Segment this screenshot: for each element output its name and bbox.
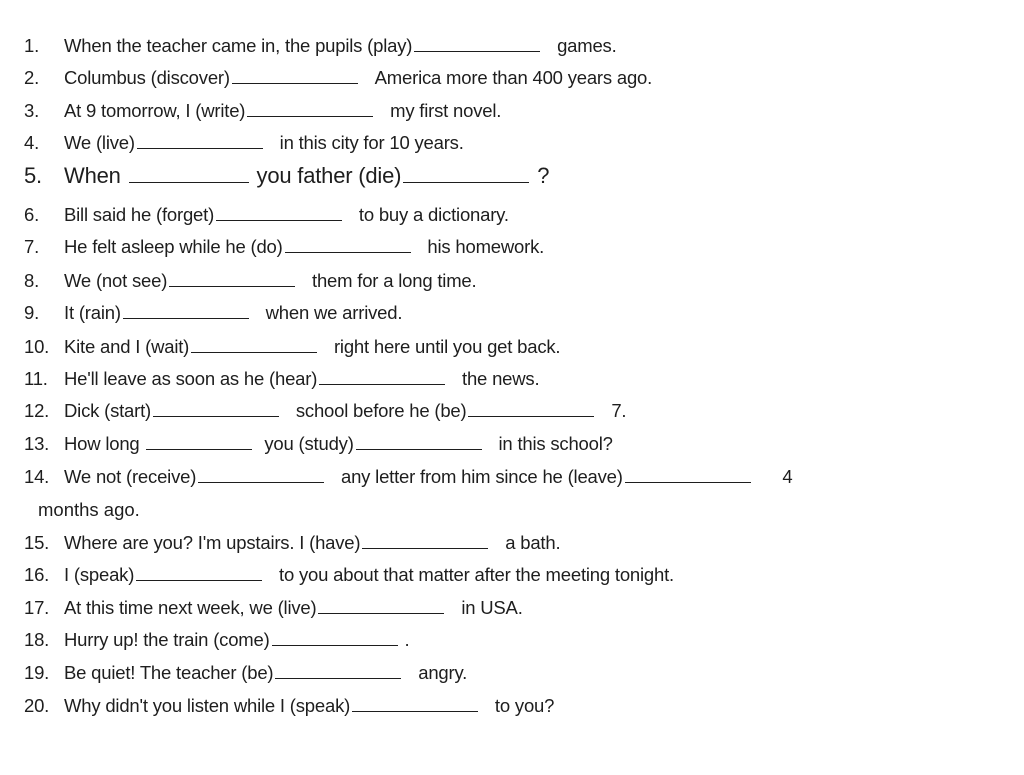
item-number: 1.	[24, 35, 40, 56]
prompt-text: America more than 400 years ago.	[374, 67, 653, 88]
prompt-text: games.	[557, 35, 617, 56]
item-continuation: months ago.	[38, 499, 140, 520]
prompt-text: to buy a dictionary.	[358, 204, 509, 225]
item-number: 13.	[24, 433, 50, 454]
answer-blank[interactable]	[136, 566, 262, 581]
answer-blank[interactable]	[191, 338, 317, 353]
item-number: 4.	[24, 132, 40, 153]
exercise-item	[24, 301, 1014, 325]
exercise-item	[24, 563, 1014, 587]
item-number: 16.	[24, 564, 50, 585]
prompt-text: He felt asleep while he (do)	[64, 236, 283, 257]
prompt-text: right here until you get back.	[333, 336, 561, 357]
item-number: 19.	[24, 662, 50, 683]
exercise-item	[24, 66, 1014, 90]
prompt-text: How long	[64, 433, 145, 454]
prompt-text: in USA.	[461, 597, 523, 618]
exercise-item	[24, 531, 1014, 555]
prompt-text: school before he (be)	[295, 400, 467, 421]
prompt-text: Why didn't you listen while I (speak)	[64, 695, 351, 716]
answer-blank[interactable]	[169, 272, 295, 287]
prompt-text: Be quiet! The teacher (be)	[64, 662, 274, 683]
prompt-text: you (study)	[264, 433, 354, 454]
exercise-item	[24, 203, 1014, 227]
prompt-text: when we arrived.	[265, 302, 403, 323]
prompt-text: Columbus (discover)	[64, 67, 230, 88]
answer-blank[interactable]	[198, 468, 324, 483]
prompt-text: a bath.	[505, 532, 561, 553]
prompt-text: Kite and I (wait)	[64, 336, 190, 357]
prompt-text: to you?	[494, 695, 555, 716]
prompt-text: When	[64, 163, 127, 188]
answer-blank[interactable]	[146, 435, 252, 450]
item-number: 17.	[24, 597, 50, 618]
answer-blank[interactable]	[356, 435, 482, 450]
item-number: 11.	[24, 368, 48, 389]
answer-blank[interactable]	[232, 69, 358, 84]
answer-blank[interactable]	[129, 168, 249, 183]
item-number: 12.	[24, 400, 50, 421]
exercise-item	[24, 465, 1014, 489]
item-number: 5.	[24, 163, 42, 188]
answer-blank[interactable]	[352, 697, 478, 712]
exercise-item	[24, 596, 1014, 620]
answer-blank[interactable]	[414, 37, 540, 52]
exercise-item	[24, 432, 1014, 456]
exercise-item	[24, 34, 1014, 58]
prompt-text: I (speak)	[64, 564, 135, 585]
prompt-text: Where are you? I'm upstairs. I (have)	[64, 532, 361, 553]
answer-blank[interactable]	[403, 168, 529, 183]
prompt-text: the news.	[462, 368, 540, 389]
item-number: 18.	[24, 629, 50, 650]
exercise-item	[24, 269, 1014, 293]
prompt-text: 7.	[611, 400, 627, 421]
prompt-text: my first novel.	[390, 100, 502, 121]
item-number: 6.	[24, 204, 40, 225]
prompt-text: We not (receive)	[64, 466, 197, 487]
prompt-text: At this time next week, we (live)	[64, 597, 317, 618]
item-number: 7.	[24, 236, 40, 257]
exercise-item	[24, 164, 1014, 188]
exercise-item	[24, 131, 1014, 155]
answer-blank[interactable]	[216, 206, 342, 221]
prompt-text: Bill said he (forget)	[64, 204, 215, 225]
prompt-text: It (rain)	[64, 302, 121, 323]
prompt-text: angry.	[418, 662, 468, 683]
prompt-text: in this city for 10 years.	[279, 132, 464, 153]
answer-blank[interactable]	[318, 599, 444, 614]
prompt-text: Dick (start)	[64, 400, 152, 421]
exercise-item	[24, 235, 1014, 259]
answer-blank[interactable]	[319, 370, 445, 385]
prompt-text: to you about that matter after the meeting tonight.	[279, 564, 674, 585]
exercise-item	[24, 335, 1014, 359]
prompt-text: Hurry up! the train (come)	[64, 629, 270, 650]
exercise-item	[24, 694, 1014, 718]
prompt-text: ?	[537, 163, 550, 188]
prompt-text: .	[404, 629, 410, 650]
exercise-item	[24, 399, 1014, 423]
exercise-item	[24, 628, 1014, 652]
prompt-text: his homework.	[427, 236, 545, 257]
prompt-text: We (live)	[64, 132, 135, 153]
item-number: 9.	[24, 302, 40, 323]
prompt-text: When the teacher came in, the pupils (play)	[64, 35, 413, 56]
answer-blank[interactable]	[123, 304, 249, 319]
answer-blank[interactable]	[285, 238, 411, 253]
answer-blank[interactable]	[362, 534, 488, 549]
prompt-text: 4	[782, 466, 793, 487]
answer-blank[interactable]	[625, 468, 751, 483]
prompt-text: in this school?	[498, 433, 613, 454]
exercise-item	[24, 661, 1014, 685]
item-number: 10.	[24, 336, 50, 357]
prompt-text: you father (die)	[256, 163, 402, 188]
item-number: 20.	[24, 695, 50, 716]
prompt-text: He'll leave as soon as he (hear)	[64, 368, 318, 389]
item-number: 2.	[24, 67, 40, 88]
answer-blank[interactable]	[137, 134, 263, 149]
answer-blank[interactable]	[153, 402, 279, 417]
answer-blank[interactable]	[275, 664, 401, 679]
exercise-item	[24, 99, 1014, 123]
prompt-text: any letter from him since he (leave)	[341, 466, 623, 487]
item-number: 8.	[24, 270, 40, 291]
prompt-text: At 9 tomorrow, I (write)	[64, 100, 246, 121]
exercise-item	[24, 367, 1014, 391]
answer-blank[interactable]	[247, 102, 373, 117]
item-number: 3.	[24, 100, 40, 121]
answer-blank[interactable]	[468, 402, 594, 417]
prompt-text: We (not see)	[64, 270, 168, 291]
item-number: 15.	[24, 532, 50, 553]
prompt-text: them for a long time.	[312, 270, 477, 291]
item-number: 14.	[24, 466, 50, 487]
answer-blank[interactable]	[272, 631, 398, 646]
